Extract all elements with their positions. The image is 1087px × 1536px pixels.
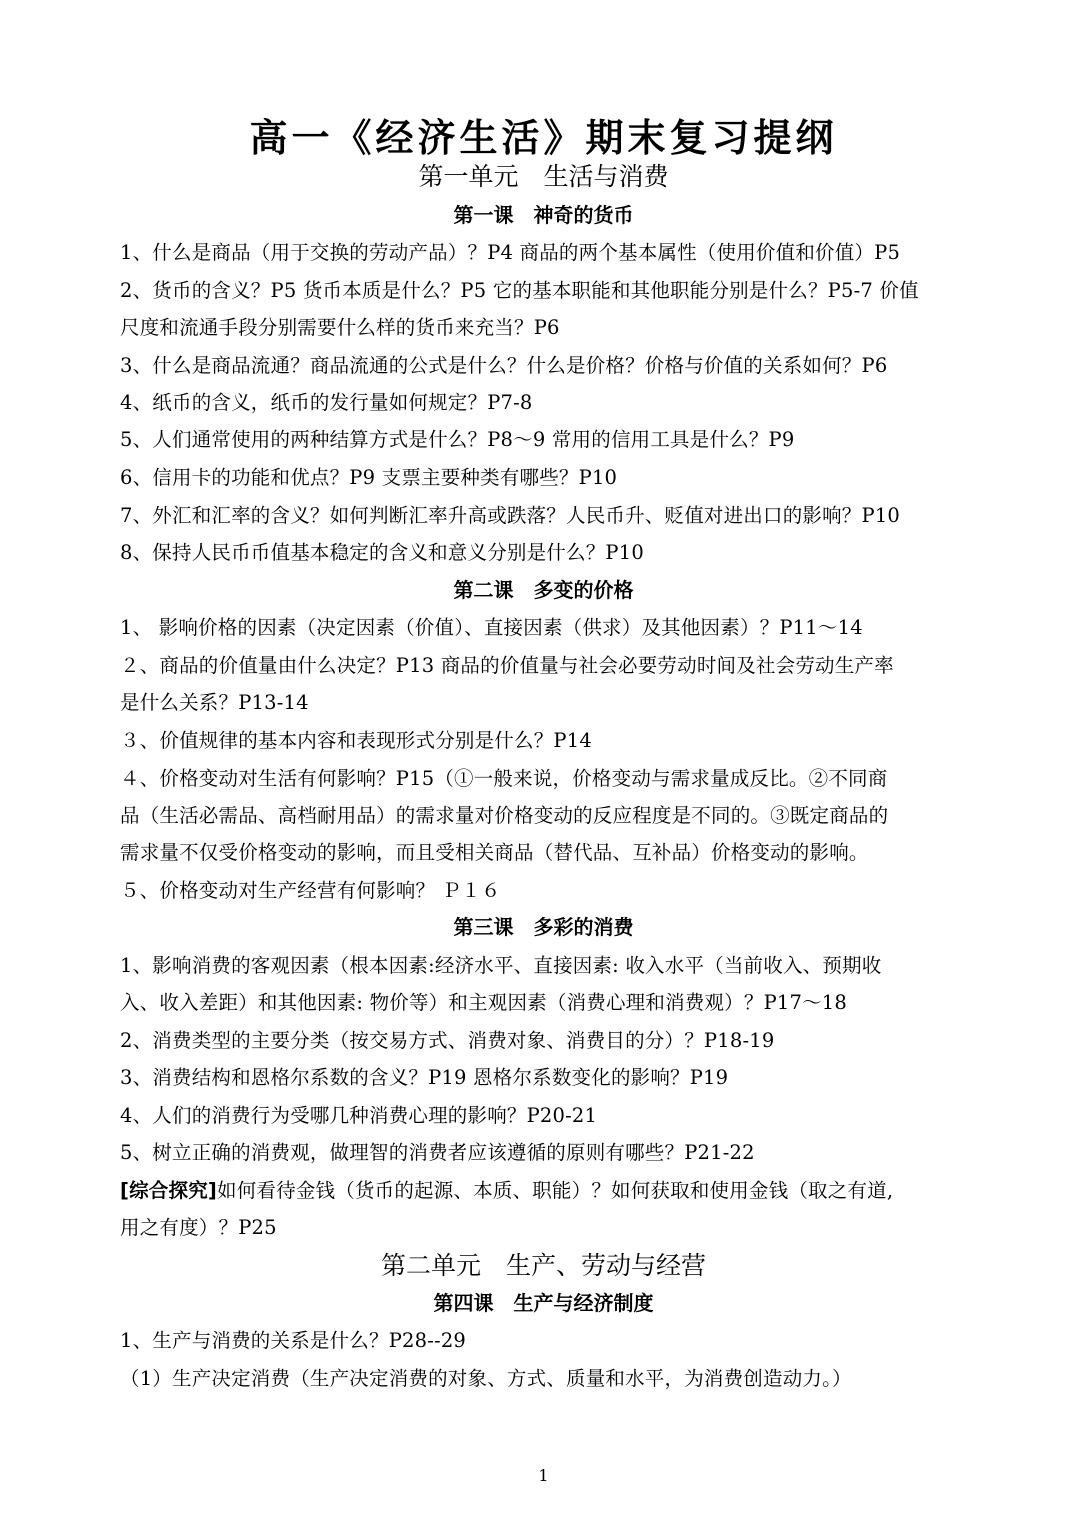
text-line: 是什么关系？P13-14 xyxy=(120,691,309,714)
comprehensive-inquiry-text: 如何看待金钱（货币的起源、本质、职能）？如何获取和使用金钱（取之有道, xyxy=(217,1179,894,1202)
text-line: ５、价格变动对生产经营有何影响？ Ｐ１６ xyxy=(120,879,501,902)
text-line: 需求量不仅受价格变动的影响，而且受相关商品（替代品、互补品）价格变动的影响。 xyxy=(120,841,869,864)
lesson-heading-1: 第一课 神奇的货币 xyxy=(453,203,634,227)
lesson-heading-4: 第四课 生产与经济制度 xyxy=(433,1291,654,1315)
text-line: 1、 影响价格的因素（决定因素（价值）、直接因素（供求）及其他因素）？P11～14 xyxy=(120,616,863,639)
text-line: 1、什么是商品（用于交换的劳动产品）？P4 商品的两个基本属性（使用价值和价值）P5 xyxy=(120,241,901,264)
text-line: 5、树立正确的消费观，做理智的消费者应该遵循的原则有哪些？P21-22 xyxy=(120,1141,755,1164)
text-line: ２、商品的价值量由什么决定？P13 商品的价值量与社会必要劳动时间及社会劳动生产率 xyxy=(120,654,894,677)
text-line: 7、外汇和汇率的含义？如何判断汇率升高或跌落？人民币升、贬值对进出口的影响？P10 xyxy=(120,504,901,527)
text-line: 5、人们通常使用的两种结算方式是什么？P8～9 常用的信用工具是什么？P9 xyxy=(120,428,795,451)
lesson-heading-3: 第三课 多彩的消费 xyxy=(453,915,634,939)
text-line: 8、保持人民币币值基本稳定的含义和意义分别是什么？P10 xyxy=(120,541,644,564)
text-line: （1）生产决定消费（生产决定消费的对象、方式、质量和水平，为消费创造动力。） xyxy=(120,1367,852,1390)
text-line: 2、货币的含义？P5 货币本质是什么？P5 它的基本职能和其他职能分别是什么？P5-7 价值 xyxy=(120,279,919,302)
document-title: 高一《经济生活》期末复习提纲 xyxy=(249,115,838,160)
comprehensive-inquiry-line xyxy=(120,1176,970,1206)
text-line: 3、消费结构和恩格尔系数的含义？P19 恩格尔系数变化的影响？P19 xyxy=(120,1066,729,1089)
unit-heading-2: 第二单元 生产、劳动与经营 xyxy=(380,1251,706,1280)
unit-heading-1: 第一单元 生活与消费 xyxy=(418,162,669,191)
text-line: 4、人们的消费行为受哪几种消费心理的影响？P20-21 xyxy=(120,1104,598,1127)
text-line: 尺度和流通手段分别需要什么样的货币来充当？P6 xyxy=(120,316,560,339)
text-line: 1、影响消费的客观因素（根本因素:经济水平、直接因素: 收入水平（当前收入、预期收 xyxy=(120,954,882,977)
text-line: 入、收入差距）和其他因素: 物价等）和主观因素（消费心理和消费观）？P17～18 xyxy=(120,991,848,1014)
text-line: ４、价格变动对生活有何影响？P15（①一般来说，价格变动与需求量成反比。②不同商 xyxy=(120,767,888,790)
text-line: 1、生产与消费的关系是什么？P28--29 xyxy=(120,1329,467,1352)
lesson-heading-2: 第二课 多变的价格 xyxy=(453,578,634,602)
text-line: 品（生活必需品、高档耐用品）的需求量对价格变动的反应程度是不同的。③既定商品的 xyxy=(120,804,889,827)
text-line: 2、消费类型的主要分类（按交易方式、消费对象、消费目的分）？P18-19 xyxy=(120,1029,775,1052)
text-line: 6、信用卡的功能和优点？P9 支票主要种类有哪些？P10 xyxy=(120,466,618,489)
text-line: 4、纸币的含义，纸币的发行量如何规定？P7-8 xyxy=(120,391,533,414)
text-line: 3、什么是商品流通？商品流通的公式是什么？什么是价格？价格与价值的关系如何？P6 xyxy=(120,354,888,377)
text-line: 用之有度）？P25 xyxy=(120,1216,277,1239)
text-line: ３、价值规律的基本内容和表现形式分别是什么？P14 xyxy=(120,729,592,752)
comprehensive-inquiry-tag: [综合探究] xyxy=(120,1179,218,1202)
page-number: 1 xyxy=(538,1466,549,1485)
